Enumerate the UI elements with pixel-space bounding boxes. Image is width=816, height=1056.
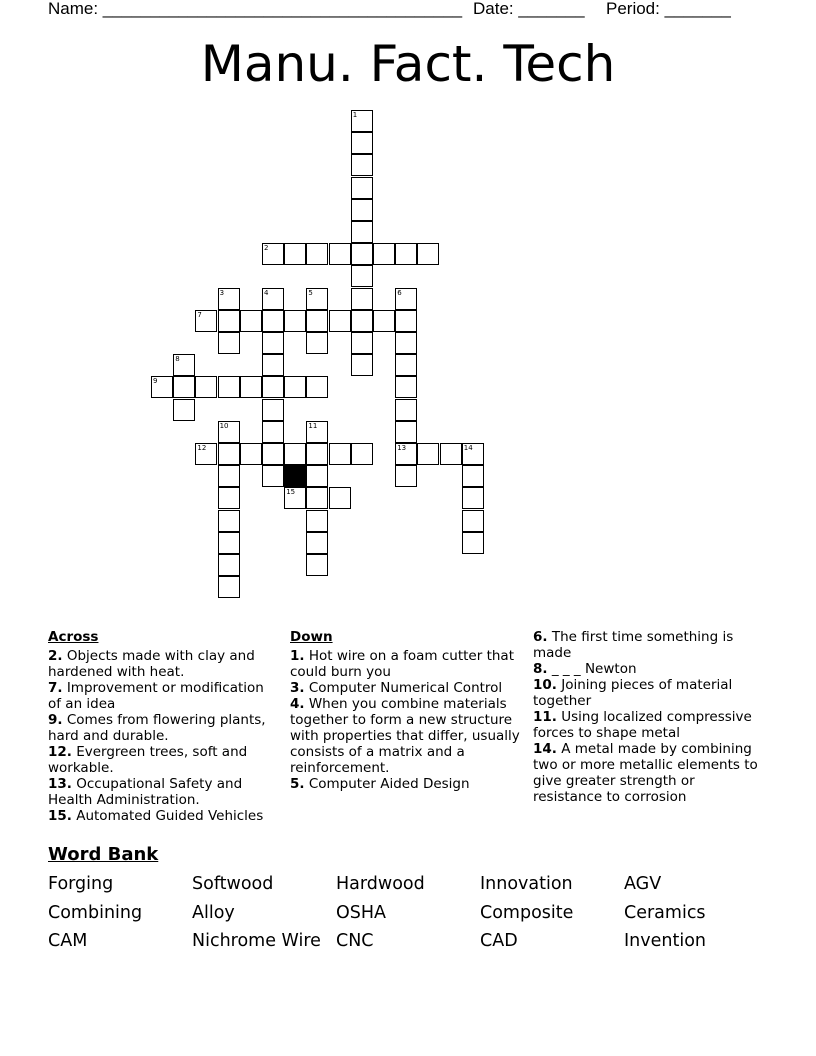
period-field: Period: _______ — [606, 0, 731, 18]
crossword-cell[interactable] — [306, 510, 328, 532]
crossword-cell[interactable] — [195, 310, 217, 332]
crossword-cell[interactable] — [151, 376, 173, 398]
crossword-cell[interactable] — [395, 354, 417, 376]
crossword-cell[interactable] — [462, 510, 484, 532]
crossword-cell[interactable] — [218, 487, 240, 509]
clue-number: 3 — [219, 288, 225, 297]
crossword-cell[interactable] — [173, 354, 195, 376]
crossword-cell[interactable] — [218, 310, 240, 332]
crossword-cell[interactable] — [195, 443, 217, 465]
crossword-cell[interactable] — [351, 110, 373, 132]
clue-down: 8. _ _ _ Newton — [533, 661, 637, 677]
word-bank-item: CNC — [336, 931, 374, 951]
crossword-cell[interactable] — [262, 332, 284, 354]
crossword-cell[interactable] — [284, 310, 306, 332]
blocked-cell — [284, 465, 306, 487]
crossword-cell[interactable] — [395, 376, 417, 398]
crossword-cell[interactable] — [240, 376, 262, 398]
crossword-cell[interactable] — [351, 177, 373, 199]
across-clues — [48, 629, 278, 824]
crossword-cell[interactable] — [351, 443, 373, 465]
clue-across: 15. Automated Guided Vehicles — [48, 808, 264, 824]
clue-down: 3. Computer Numerical Control — [290, 680, 503, 696]
crossword-cell[interactable] — [351, 154, 373, 176]
crossword-cell[interactable] — [417, 443, 439, 465]
clue-number: 8 — [175, 355, 180, 364]
down-heading: Down — [290, 629, 333, 645]
puzzle-title: Manu. Fact. Tech — [200, 35, 616, 93]
crossword-cell[interactable] — [395, 443, 417, 465]
crossword-cell[interactable] — [306, 532, 328, 554]
crossword-cell[interactable] — [329, 243, 351, 265]
crossword-cell[interactable] — [262, 310, 284, 332]
crossword-cell[interactable] — [173, 399, 195, 421]
crossword-cell[interactable] — [284, 243, 306, 265]
crossword-cell[interactable] — [329, 443, 351, 465]
clue-number: 1 — [352, 111, 358, 119]
clue-number: 15 — [286, 488, 296, 497]
crossword-cell[interactable] — [284, 487, 306, 509]
across-heading: Across — [48, 629, 99, 645]
crossword-cell[interactable] — [218, 510, 240, 532]
crossword-cell[interactable] — [462, 487, 484, 509]
clue-down: 14. A metal made by combining two or more metallic elements to give greater strength or resistance to corrosion — [533, 741, 758, 805]
crossword-cell[interactable] — [417, 243, 439, 265]
clue-across: 12. Evergreen trees, soft and workable. — [48, 744, 248, 776]
clue-down: 6. The first time something is made — [533, 629, 734, 661]
crossword-cell[interactable] — [284, 443, 306, 465]
crossword-cell[interactable] — [218, 332, 240, 354]
crossword-cell[interactable] — [351, 221, 373, 243]
crossword-cell[interactable] — [262, 421, 284, 443]
crossword-cell[interactable] — [462, 532, 484, 554]
crossword-cell[interactable] — [306, 554, 328, 576]
crossword-cell[interactable] — [395, 243, 417, 265]
word-bank-item: Ceramics — [624, 903, 706, 923]
crossword-cell[interactable] — [351, 199, 373, 221]
down-clues-continued — [533, 629, 768, 805]
crossword-cell[interactable] — [373, 310, 395, 332]
crossword-cell[interactable] — [262, 288, 284, 310]
crossword-cell[interactable] — [440, 443, 462, 465]
crossword-cell[interactable] — [218, 576, 240, 598]
word-bank-title: Word Bank — [48, 844, 159, 865]
clue-number: 12 — [197, 444, 207, 452]
crossword-cell[interactable] — [351, 332, 373, 354]
crossword-cell[interactable] — [329, 487, 351, 509]
word-bank-item: CAM — [48, 931, 88, 951]
crossword-cell[interactable] — [306, 288, 328, 310]
crossword-cell[interactable] — [329, 310, 351, 332]
crossword-cell[interactable] — [462, 443, 484, 465]
crossword-cell[interactable] — [262, 354, 284, 376]
crossword-cell[interactable] — [395, 288, 417, 310]
crossword-cell[interactable] — [306, 332, 328, 354]
crossword-cell[interactable] — [351, 265, 373, 287]
crossword-cell[interactable] — [262, 443, 284, 465]
clue-down: 4. When you combine materials together to form a new structure with properties that differ, usually consists of a matrix and a reinforcement. — [290, 696, 520, 776]
clue-down: 11. Using localized compressive forces to shape metal — [533, 709, 752, 741]
clue-number: 13 — [397, 444, 407, 452]
crossword-cell[interactable] — [351, 310, 373, 332]
word-bank-item: Nichrome Wire — [192, 931, 321, 951]
crossword-cell[interactable] — [262, 399, 284, 421]
word-bank-item: Forging — [48, 874, 114, 894]
crossword-cell[interactable] — [395, 421, 417, 443]
crossword-cell[interactable] — [395, 399, 417, 421]
word-bank-item: Softwood — [192, 874, 274, 894]
date-field: Date: _______ — [473, 0, 585, 18]
crossword-cell[interactable] — [173, 376, 195, 398]
crossword-cell[interactable] — [262, 243, 284, 265]
crossword-cell[interactable] — [218, 443, 240, 465]
crossword-cell[interactable] — [373, 243, 395, 265]
crossword-cell[interactable] — [284, 376, 306, 398]
word-bank-item: OSHA — [336, 903, 387, 923]
crossword-cell[interactable] — [195, 376, 217, 398]
crossword-cell[interactable] — [306, 421, 328, 443]
down-clues — [290, 629, 526, 792]
word-bank-item: Invention — [624, 931, 706, 951]
word-bank-item: Innovation — [480, 874, 573, 894]
crossword-cell[interactable] — [218, 288, 240, 310]
clue-number: 14 — [463, 444, 473, 452]
name-field: Name: ______________________________________ — [48, 0, 463, 18]
word-bank-item: Alloy — [192, 903, 235, 923]
crossword-cell[interactable] — [395, 310, 417, 332]
clue-down: 1. Hot wire on a foam cutter that could burn you — [290, 648, 514, 680]
crossword-cell[interactable] — [306, 310, 328, 332]
word-bank-item: Combining — [48, 903, 143, 923]
clue-number: 10 — [219, 421, 229, 430]
crossword-cell[interactable] — [240, 443, 262, 465]
clue-down: 5. Computer Aided Design — [290, 776, 470, 792]
crossword-cell[interactable] — [306, 243, 328, 265]
crossword-cell[interactable] — [240, 310, 262, 332]
crossword-cell[interactable] — [395, 465, 417, 487]
crossword-cell[interactable] — [306, 465, 328, 487]
crossword-cell[interactable] — [218, 465, 240, 487]
clue-down: 10. Joining pieces of material together — [533, 677, 733, 709]
word-bank-item: Composite — [480, 903, 574, 923]
clue-number: 2 — [264, 244, 269, 253]
crossword-cell[interactable] — [262, 376, 284, 398]
crossword-cell[interactable] — [306, 376, 328, 398]
clue-number: 6 — [397, 288, 402, 297]
crossword-cell[interactable] — [395, 332, 417, 354]
crossword-cell[interactable] — [218, 376, 240, 398]
clue-across: 7. Improvement or modification of an idea — [48, 680, 264, 712]
crossword-cell[interactable] — [351, 132, 373, 154]
word-bank-item: AGV — [624, 874, 662, 894]
crossword-cell[interactable] — [218, 421, 240, 443]
clue-number: 4 — [264, 288, 269, 297]
clue-across: 9. Comes from flowering plants, hard and durable. — [48, 712, 266, 744]
crossword-cell[interactable] — [262, 465, 284, 487]
clue-number: 7 — [197, 310, 202, 319]
crossword-cell[interactable] — [351, 243, 373, 265]
crossword-cell[interactable] — [351, 354, 373, 376]
crossword-cell[interactable] — [218, 554, 240, 576]
clue-number: 9 — [153, 377, 158, 386]
crossword-cell[interactable] — [306, 487, 328, 509]
word-bank-item: CAD — [480, 931, 518, 951]
crossword-cell[interactable] — [218, 532, 240, 554]
crossword-cell[interactable] — [306, 443, 328, 465]
crossword-cell[interactable] — [462, 465, 484, 487]
crossword-cell[interactable] — [351, 288, 373, 310]
clue-across: 2. Objects made with clay and hardened with heat. — [48, 648, 255, 680]
clue-across: 13. Occupational Safety and Health Administration. — [48, 776, 243, 808]
word-bank-item: Hardwood — [336, 874, 425, 894]
clue-number: 5 — [308, 288, 313, 297]
clue-number: 11 — [308, 421, 318, 430]
